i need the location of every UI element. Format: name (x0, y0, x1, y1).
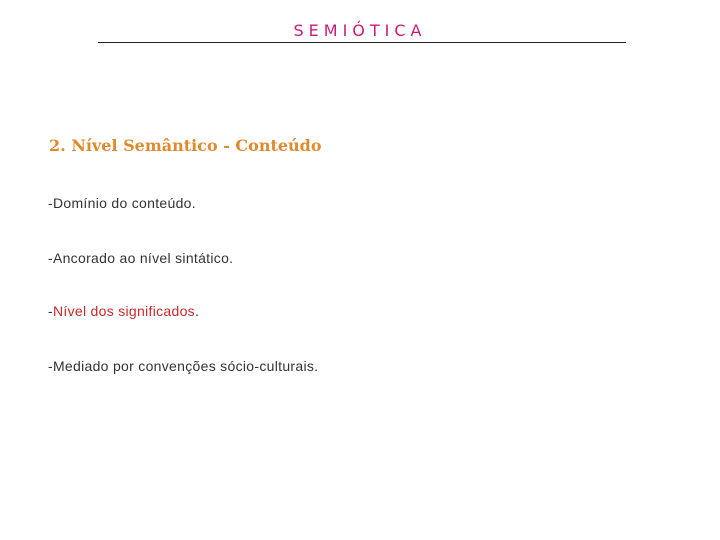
header-divider (98, 42, 626, 43)
page-header-title: SEMIÓTICA (293, 21, 427, 40)
bullet-suffix: . (194, 303, 200, 319)
bullet-item: -Ancorado ao nível sintático. (48, 250, 234, 266)
bullet-item (48, 303, 199, 319)
bullet-prefix: - (48, 303, 53, 319)
bullet-highlight-text: Nível dos significados (52, 303, 195, 319)
bullet-item: -Domínio do conteúdo. (48, 195, 196, 211)
section-title: 2. Nível Semântico - Conteúdo (49, 136, 322, 155)
bullet-item: -Mediado por convenções sócio-culturais. (48, 358, 319, 374)
